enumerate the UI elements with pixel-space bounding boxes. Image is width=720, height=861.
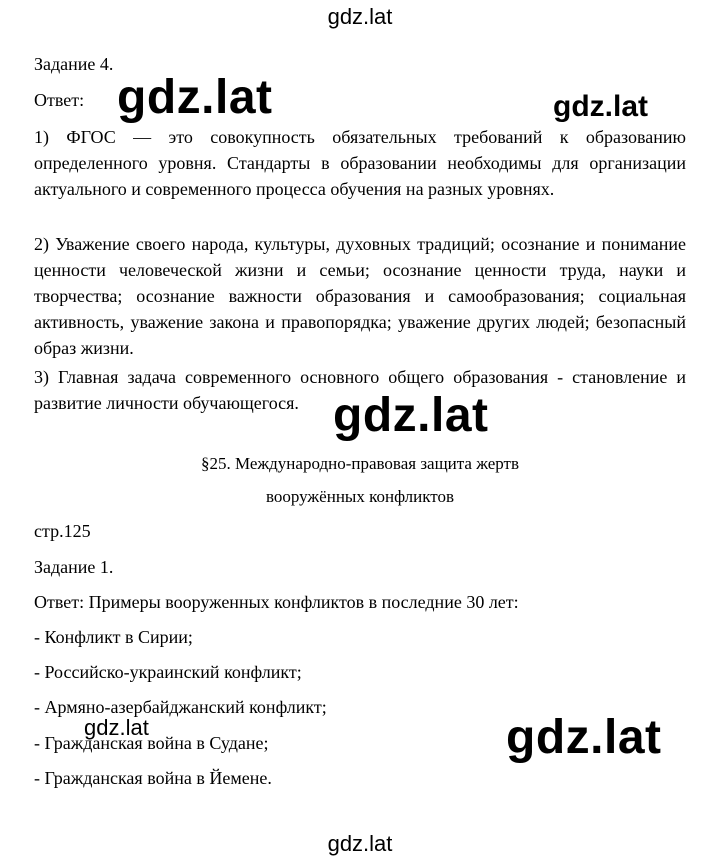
list-item: - Гражданская война в Йемене. bbox=[34, 768, 272, 788]
page-reference: стр.125 bbox=[34, 521, 91, 541]
list-item: - Армяно-азербайджанский конфликт; bbox=[34, 697, 327, 717]
watermark-bottom: gdz.lat bbox=[327, 831, 393, 856]
watermark-big-left: gdz.lat bbox=[117, 71, 273, 124]
list-item: - Конфликт в Сирии; bbox=[34, 627, 193, 647]
task1-answer: Ответ: Примеры вооруженных конфликтов в последние 30 лет: bbox=[34, 592, 519, 612]
task1-heading: Задание 1. bbox=[34, 557, 114, 577]
watermark-small-lower: gdz.lat bbox=[84, 715, 149, 740]
task4-paragraph-3: 3) Главная задача современного основного общего образования - становление и развитие личности обучающегося. bbox=[34, 367, 686, 413]
section-title-line-1: §25. Международно-правовая защита жертв bbox=[200, 454, 520, 473]
watermark-top: gdz.lat bbox=[327, 4, 393, 29]
watermark-middle: gdz.lat bbox=[333, 389, 489, 442]
task4-paragraph-1: 1) ФГОС — это совокупность обязательных требований к образованию определенного уровня. Стандарты в образовании необходимы для организации актуального и современного процесса обучения на разных уровнях. bbox=[34, 127, 686, 199]
section-title-line-2: вооружённых конфликтов bbox=[265, 487, 455, 506]
task4-answer-label: Ответ: bbox=[34, 90, 85, 110]
task4-paragraph-2: 2) Уважение своего народа, культуры, духовных традиций; осознание и понимание ценности человеческой жизни и семьи; осознание ценности труда, науки и творчества; осознание важности образования и самообразования; социальная активность, уважение закона и правопорядка; уважение других людей; безопасный образ жизни. bbox=[34, 234, 686, 358]
list-item: - Гражданская война в Судане; bbox=[34, 733, 269, 753]
task4-heading: Задание 4. bbox=[34, 54, 114, 74]
list-item: - Российско-украинский конфликт; bbox=[34, 662, 302, 682]
watermark-right-header: gdz.lat bbox=[553, 90, 648, 123]
watermark-big-lower-right: gdz.lat bbox=[506, 711, 662, 764]
